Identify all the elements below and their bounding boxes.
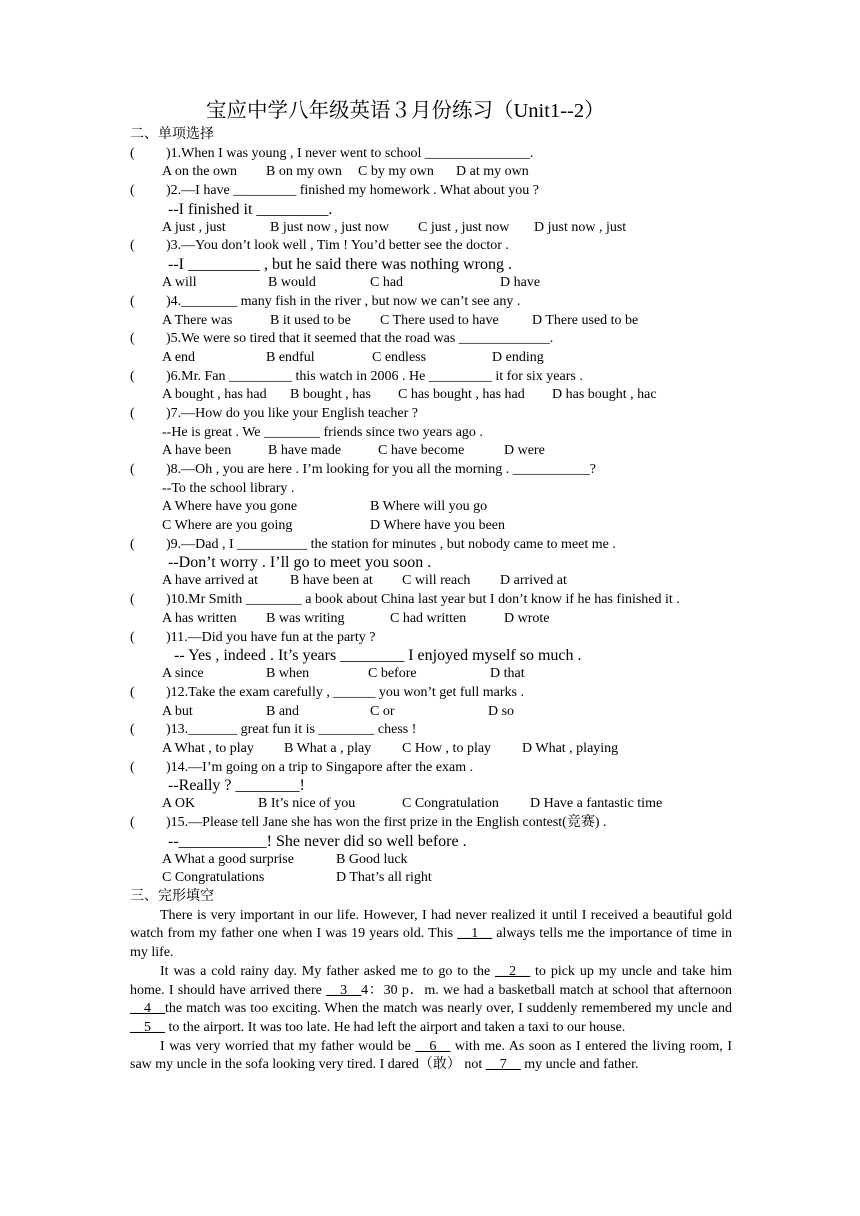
option[interactable]: D wrote <box>504 610 550 626</box>
option-row <box>130 851 732 870</box>
option[interactable]: D Where have you been <box>370 518 506 534</box>
cloze-text: to the airport. It was too late. He had left the airport and taken a taxi to our house. <box>165 1019 626 1035</box>
option[interactable]: B it used to be <box>270 312 351 328</box>
option[interactable]: C had written <box>390 610 467 626</box>
cloze-text: There is very important in our life. However, I had never realized it until I received a beautiful gold watch from my father one when I was 19 years old. This <box>130 907 732 942</box>
option[interactable]: A There was <box>162 312 233 328</box>
question-stem: )9.—Dad , I __________ the station for minutes , but nobody came to meet me . <box>166 536 616 552</box>
option[interactable]: C Congratulation <box>402 796 499 812</box>
option-row <box>130 386 732 405</box>
option[interactable]: B and <box>266 703 300 719</box>
answer-paren[interactable]: ( <box>130 629 135 645</box>
question-12 <box>130 684 732 703</box>
cloze-text: to pick up my uncle and take him home. I should have arrived there <box>130 963 732 998</box>
answer-paren[interactable]: ( <box>130 183 135 199</box>
question-14 <box>130 759 732 778</box>
option[interactable]: C has bought , has had <box>398 387 525 403</box>
question-2 <box>130 182 732 201</box>
question-stem: )6.Mr. Fan _________ this watch in 2006 . He _________ it for six years . <box>166 368 583 384</box>
option[interactable]: B just now , just now <box>270 219 390 235</box>
question-dialogue: --To the school library . <box>162 480 295 496</box>
option-row <box>130 665 732 684</box>
answer-paren[interactable]: ( <box>130 293 135 309</box>
option[interactable]: C Where are you going <box>162 518 293 534</box>
answer-paren[interactable]: ( <box>130 592 135 608</box>
option[interactable]: D so <box>488 703 515 719</box>
answer-paren[interactable]: ( <box>130 759 135 775</box>
question-10 <box>130 591 732 610</box>
cloze-text: 4：30 p．m. we had a basketball match at school that afternoon <box>361 982 732 998</box>
option[interactable]: D were <box>504 443 545 459</box>
question-1 <box>130 145 732 164</box>
question-9 <box>130 536 732 555</box>
option[interactable]: A have been <box>162 443 232 459</box>
option[interactable]: B was writing <box>266 610 345 626</box>
option[interactable]: A but <box>162 703 193 719</box>
option-row <box>130 795 732 814</box>
option[interactable]: B Good luck <box>336 851 408 867</box>
question-dialogue: --He is great . We ________ friends since two years ago . <box>162 424 483 440</box>
cloze-text: my uncle and father. <box>520 1057 639 1073</box>
option[interactable]: A Where have you gone <box>162 499 298 515</box>
option[interactable]: A just , just <box>162 219 226 235</box>
answer-paren[interactable]: ( <box>130 462 135 477</box>
question-stem: )3.—You don’t look well , Tim ! You’d better see the doctor . <box>166 238 509 254</box>
option-row <box>130 740 732 759</box>
option[interactable]: D What , playing <box>522 740 619 756</box>
question-list <box>130 145 732 888</box>
option[interactable]: B endful <box>266 349 315 365</box>
question-3 <box>130 237 732 256</box>
answer-paren[interactable]: ( <box>130 536 135 552</box>
answer-paren[interactable]: ( <box>130 368 135 384</box>
answer-paren[interactable]: ( <box>130 331 135 347</box>
option[interactable]: A What , to play <box>162 740 254 756</box>
option[interactable]: B Where will you go <box>370 499 488 515</box>
question-dialogue: --I _________ , but he said there was nothing wrong . <box>168 256 512 274</box>
option-row <box>130 163 732 182</box>
question-11 <box>130 629 732 648</box>
question-13 <box>130 721 732 740</box>
option-row <box>130 274 732 293</box>
section-heading-multiple-choice: 二、单项选择 <box>130 127 214 142</box>
option[interactable]: B What a , play <box>284 740 372 756</box>
option[interactable]: C will reach <box>402 573 471 589</box>
question-dialogue: --Really ? ________! <box>168 777 305 795</box>
option[interactable]: B have been at <box>290 573 373 589</box>
question-stem: )14.—I’m going on a trip to Singapore after the exam . <box>166 759 474 775</box>
answer-paren[interactable]: ( <box>130 815 135 830</box>
cloze-blank[interactable]: __4__ <box>130 1001 165 1017</box>
question-stem: )2.—I have _________ finished my homework . What about you ? <box>166 183 540 199</box>
option[interactable]: D that <box>490 666 525 682</box>
option[interactable]: C or <box>370 703 395 719</box>
option[interactable]: C before <box>368 666 417 682</box>
option[interactable]: A has written <box>162 610 237 626</box>
answer-paren[interactable]: ( <box>130 405 135 421</box>
question-stem: )15.—Please tell Jane she has won the first prize in the English contest(竞赛) . <box>166 815 607 830</box>
cloze-text: the match was too exciting. When the match was nearly over, I suddenly remembered my uncle and <box>165 1001 732 1017</box>
question-dialogue: --Don’t worry . I’ll go to meet you soon . <box>168 554 432 572</box>
option-row <box>130 869 732 888</box>
option-row <box>130 219 732 238</box>
question-stem: )11.—Did you have fun at the party ? <box>166 629 376 645</box>
option[interactable]: D at my own <box>456 164 529 180</box>
cloze-blank[interactable]: __6__ <box>415 1038 451 1054</box>
option-row <box>130 517 732 536</box>
question-6 <box>130 368 732 387</box>
option[interactable]: C endless <box>372 349 427 365</box>
question-5 <box>130 330 732 349</box>
section-heading-cloze: 三、完形填空 <box>130 889 214 905</box>
option[interactable]: A OK <box>162 796 196 812</box>
option[interactable]: C just , just now <box>418 219 510 235</box>
cloze-blank[interactable]: __7__ <box>485 1057 521 1073</box>
option-row <box>130 572 732 591</box>
option[interactable]: D Have a fantastic time <box>530 796 663 812</box>
option[interactable]: D arrived at <box>500 573 567 589</box>
cloze-text: It was a cold rainy day. My father asked me to go to the <box>160 963 496 979</box>
option[interactable]: C How , to play <box>402 740 492 756</box>
question-dialogue: --___________! She never did so well before . <box>168 832 467 850</box>
page-title: 宝应中学八年级英语３月份练习（Unit1--2） <box>206 100 605 122</box>
option[interactable]: A end <box>162 349 196 365</box>
question-4 <box>130 293 732 312</box>
option[interactable]: C by my own <box>358 164 434 180</box>
option[interactable]: A on the own <box>162 164 238 180</box>
option[interactable]: D has bought , hac <box>552 387 657 403</box>
option[interactable]: C Congratulations <box>162 870 265 886</box>
cloze-passage <box>130 907 732 1075</box>
option[interactable]: A will <box>162 275 197 291</box>
question-stem: )5.We were so tired that it seemed that the road was _____________. <box>166 331 554 347</box>
cloze-text: with me. As soon as I entered the living room, I saw my uncle in the sofa looking very tired. I dared（敢） not <box>130 1038 732 1073</box>
option[interactable]: D have <box>500 275 541 291</box>
question-stem: )13._______ great fun it is ________ chess ! <box>166 722 417 738</box>
cloze-text: always tells me the importance of time in my life. <box>130 926 732 961</box>
option[interactable]: C have become <box>378 443 465 459</box>
option-row <box>130 442 732 461</box>
option-row <box>130 610 732 629</box>
option[interactable]: D That’s all right <box>336 870 432 886</box>
worksheet <box>130 96 732 1075</box>
cloze-paragraph-3 <box>130 1038 732 1075</box>
question-stem: )10.Mr Smith ________ a book about China last year but I don’t know if he has finished it . <box>166 592 680 608</box>
option[interactable]: A bought , has had <box>162 387 267 403</box>
option[interactable]: D just now , just <box>534 219 627 235</box>
option[interactable]: B would <box>268 275 316 291</box>
question-stem: )12.Take the exam carefully , ______ you won’t get full marks . <box>166 684 524 700</box>
answer-paren[interactable]: ( <box>130 238 135 254</box>
answer-paren[interactable]: ( <box>130 145 135 161</box>
option[interactable]: B when <box>266 666 310 682</box>
option[interactable]: C There used to have <box>380 312 499 328</box>
cloze-blank[interactable]: __1__ <box>457 926 493 942</box>
question-stem: )4.________ many fish in the river , but now we can’t see any . <box>166 293 521 309</box>
option[interactable]: D There used to be <box>532 312 639 328</box>
option-row <box>130 703 732 722</box>
option[interactable]: D ending <box>492 349 544 365</box>
question-15 <box>130 814 732 833</box>
question-dialogue: -- Yes , indeed . It’s years ________ I enjoyed myself so much . <box>174 647 582 665</box>
question-stem: )7.—How do you like your English teacher ? <box>166 405 418 421</box>
question-7 <box>130 405 732 424</box>
question-dialogue: --I finished it _________. <box>168 200 333 218</box>
option[interactable]: A What a good surprise <box>162 851 294 867</box>
cloze-blank[interactable]: __5__ <box>130 1019 165 1035</box>
option[interactable]: B It’s nice of you <box>258 796 356 812</box>
option-row <box>130 349 732 368</box>
option[interactable]: A have arrived at <box>162 573 259 589</box>
question-8 <box>130 461 732 480</box>
option[interactable]: A since <box>162 666 204 682</box>
option-row <box>130 312 732 331</box>
answer-paren[interactable]: ( <box>130 684 135 700</box>
option[interactable]: B have made <box>268 443 342 459</box>
option[interactable]: C had <box>370 275 404 291</box>
option[interactable]: B on my own <box>266 164 342 180</box>
cloze-blank[interactable]: __2__ <box>495 963 531 979</box>
question-stem: )8.—Oh , you are here . I’m looking for you all the morning . ___________? <box>166 462 597 477</box>
cloze-paragraph-1 <box>130 907 732 963</box>
answer-paren[interactable]: ( <box>130 722 135 738</box>
cloze-text: I was very worried that my father would be <box>160 1038 416 1054</box>
option-row <box>130 498 732 517</box>
question-stem: )1.When I was young , I never went to school _______________. <box>166 145 534 161</box>
option[interactable]: B bought , has <box>290 387 371 403</box>
cloze-blank[interactable]: __3__ <box>326 982 362 998</box>
cloze-paragraph-2 <box>130 963 732 1038</box>
